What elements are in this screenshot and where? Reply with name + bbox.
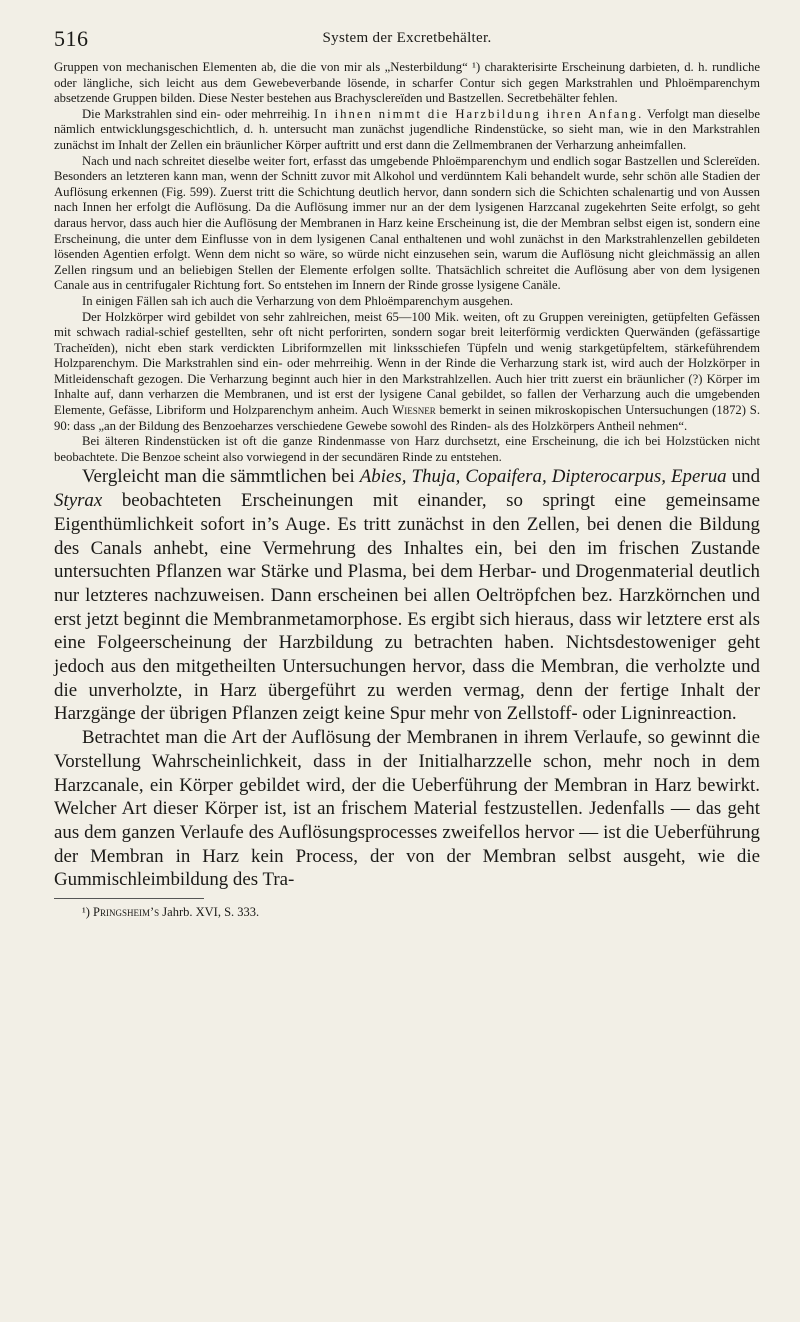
footnote-author: Pringsheim’s — [93, 905, 160, 920]
paragraph-vergleich: Vergleicht man die sämmtlichen bei Abies, Thuja, Copaifera, Dipterocarpus, Eperua und Styrax beobachteten Erscheinungen mit einander, so springt eine gemeinsame Eigenthümlichkeit sofort in’s Auge. Es tritt zunächst in den Zellen, bei denen die Bildung des Canals anhebt, eine Vermehrung des Inhaltes ein, bei den im frischen Zustande untersuchten Pflanzen war Stärke und Plasma, bei dem Herbar- und Drogenmaterial deutlich nur letzteres nachzuweisen. Dann erscheinen bei allen Oeltröpfchen bez. Harzkörnchen und erst jetzt beginnt die Membranmetamorphose. Es ergibt sich hieraus, dass wir letztere erst als eine Folgeerscheinung der Harzbildung zu betrachten haben. Nichtsdestoweniger geht jedoch aus den mitgetheilten Untersuchungen hervor, dass die Membran, die verholzte und die unverholzte, in Harz übergeführt zu werden vermag, denn der fertige Inhalt der Harzgänge der übrigen Pflanzen zeigt keine Spur mehr von Zellstoff- oder Ligninreaction. — [54, 466, 761, 725]
author-name: Wiesner — [392, 403, 436, 418]
paragraph-betrachtung: Betrachtet man die Art der Auflösung der Membranen in ihrem Verlaufe, so gewinnt die Vorstellung Wahrscheinlichkeit, dass in der Initialharzzelle schon, mehr noch in dem Harzcanale, ein Körper gebildet wird, der die Ueberführung der Membran in Harz bewirkt. Welcher Art dieser Körper ist, ist an frischem Material festzustellen. Jedenfalls — das geht aus dem ganzen Verlaufe des Auflösungsprocesses zweifellos hervor — ist die Ueberführung der Membran in Harz kein Process, der von der Membran selbst ausgeht, wie die Gummischleimbildung des Tra- — [54, 727, 760, 891]
paragraph-markstrahlen: Die Markstrahlen sind ein- oder mehrreihig. In ihnen nimmt die Harzbildung ihren Anfang. Verfolgt man dieselbe nämlich entwicklungsgeschichtlich, d. h. untersucht man zunächst jugendliche Rindenstücke, so sieht man, wie in den Markstrahlen zunächst im Inhalt der Zellen ein bräunlicher Körper auftritt und erst dann die Zellmembranen der Verharzung anheimfallen. — [54, 106, 760, 152]
taxa-italic: Abies, Thuja, Copaifera, Dipterocarpus, Eperua — [359, 466, 727, 488]
page-number: 516 — [54, 26, 89, 51]
footnote-marker: ¹) — [82, 905, 90, 920]
paragraph-aufloesung: Nach und nach schreitet dieselbe weiter fort, erfasst das umgebende Phloëmparenchym und endlich sogar Bastzellen und Sclereïden. Besonders an letzteren kann man, wenn der Schnitt zuvor mit Alkohol und verdünntem Kali behandelt wurde, sehr schön alle Stadien der Auflösung erkennen (Fig. 599). Zuerst tritt die Schichtung deutlich hervor, dann sondern sich die Schichten schalenartig und von Aussen nach Innen her erfolgt die Auflösung. Da die Auflösung immer nur an der dem lysigenen Harzcanal zugekehrten Seite erfolgt, so geht daraus hervor, dass auch hier die Auflösung der Membranen in Harz keine Erscheinung ist, die der Membran selbst eigen ist, sondern eine Erscheinung, die unter dem Einflusse von in dem lysigenen Canal enthaltenen und wohl zunächst in den Markstrahlenzellen gebildeten lösenden Agentien erfolgt. Wenn dem nicht so wäre, so würde nicht einzusehen sein, warum die Auflösung nicht gleichmässig an allen Zellen ringsum und an beliebigen Stellen der Elemente erfolgen sollte. Thatsächlich schreitet die Auflösung aber von dem lysigenen Canale aus in centrifugaler Richtung fort. So entstehen im Innern der Rinde grosse lysigene Canäle. — [54, 153, 760, 293]
footnote-rule — [54, 898, 204, 899]
paragraph-rindenstuecke: Bei älteren Rindenstücken ist oft die ganze Rindenmasse von Harz durchsetzt, eine Erscheinung, die ich bei Holzstücken nicht beobachtete. Die Benzoe scheint also vorwiegend in der secundären Rinde zu entstehen. — [54, 434, 760, 464]
running-head: System der Excretbehälter. — [322, 30, 492, 46]
spaced-emphasis: In ihnen nimmt die Harzbildung ihren Anfang. — [314, 106, 644, 121]
paragraph-holzkoerper: Der Holzkörper wird gebildet von sehr zahlreichen, meist 65—100 Mik. weiten, oft zu Gruppen vereinigten, getüpfelten Gefässen mit schwach radial-schief gestellten, sehr oft nicht perforirten, sondern sogar breit leiterförmig verdickten Querwänden (gefässartige Tracheïden), nicht eben stark verdickten Libriformzellen mit linksschiefen Tüpfeln und wenig starkgetüpfeltem, stärkeführendem Holzparenchym. Die Markstrahlen sind ein- oder mehrreihig. Wenn in der Rinde die Verharzung stark ist, wird auch der Holzkörper in Mitleidenschaft gezogen. Die Verharzung beginnt auch hier in den Markstrahlzellen. Auch hier tritt zuerst ein bräunlicher (?) Körper im Inhalte auf, dann verharzen die Membranen, und ist erst der lysigene Canal gebildet, so fallen der Verharzung auch die umgebenden Elemente, Gefässe, Libriform und Holzparenchym anheim. Auch Wiesner bemerkt in seinen mikroskopischen Untersuchungen (1872) S. 90: dass „an der Bildung des Benzoeharzes verschiedene Gewebe sowohl des Rinden- als des Holzkörpers Antheil nehmen“. — [54, 309, 760, 433]
page-header — [54, 26, 760, 60]
paragraph-phloem: In einigen Fällen sah ich auch die Verharzung von dem Phloëmparenchym ausgehen. — [82, 293, 514, 308]
footnote: ¹) Pringsheim’s Jahrb. XVI, S. 333. — [82, 905, 260, 920]
paragraph-nester: Gruppen von mechanischen Elementen ab, die die von mir als „Nesterbildung“ ¹) charakterisirte Erscheinung darbieten, d. h. rundliche oder längliche, sich leicht aus dem Gewebeverbande lösende, in scharfer Contur sich gegen Markstrahlen und Phloëmparenchym absetzende Gruppen bilden. Diese Nester bestehen aus Brachysclereïden und Bastzellen. Secretbehälter fehlen. — [54, 60, 760, 106]
taxa-italic-styrax: Styrax — [54, 490, 103, 512]
